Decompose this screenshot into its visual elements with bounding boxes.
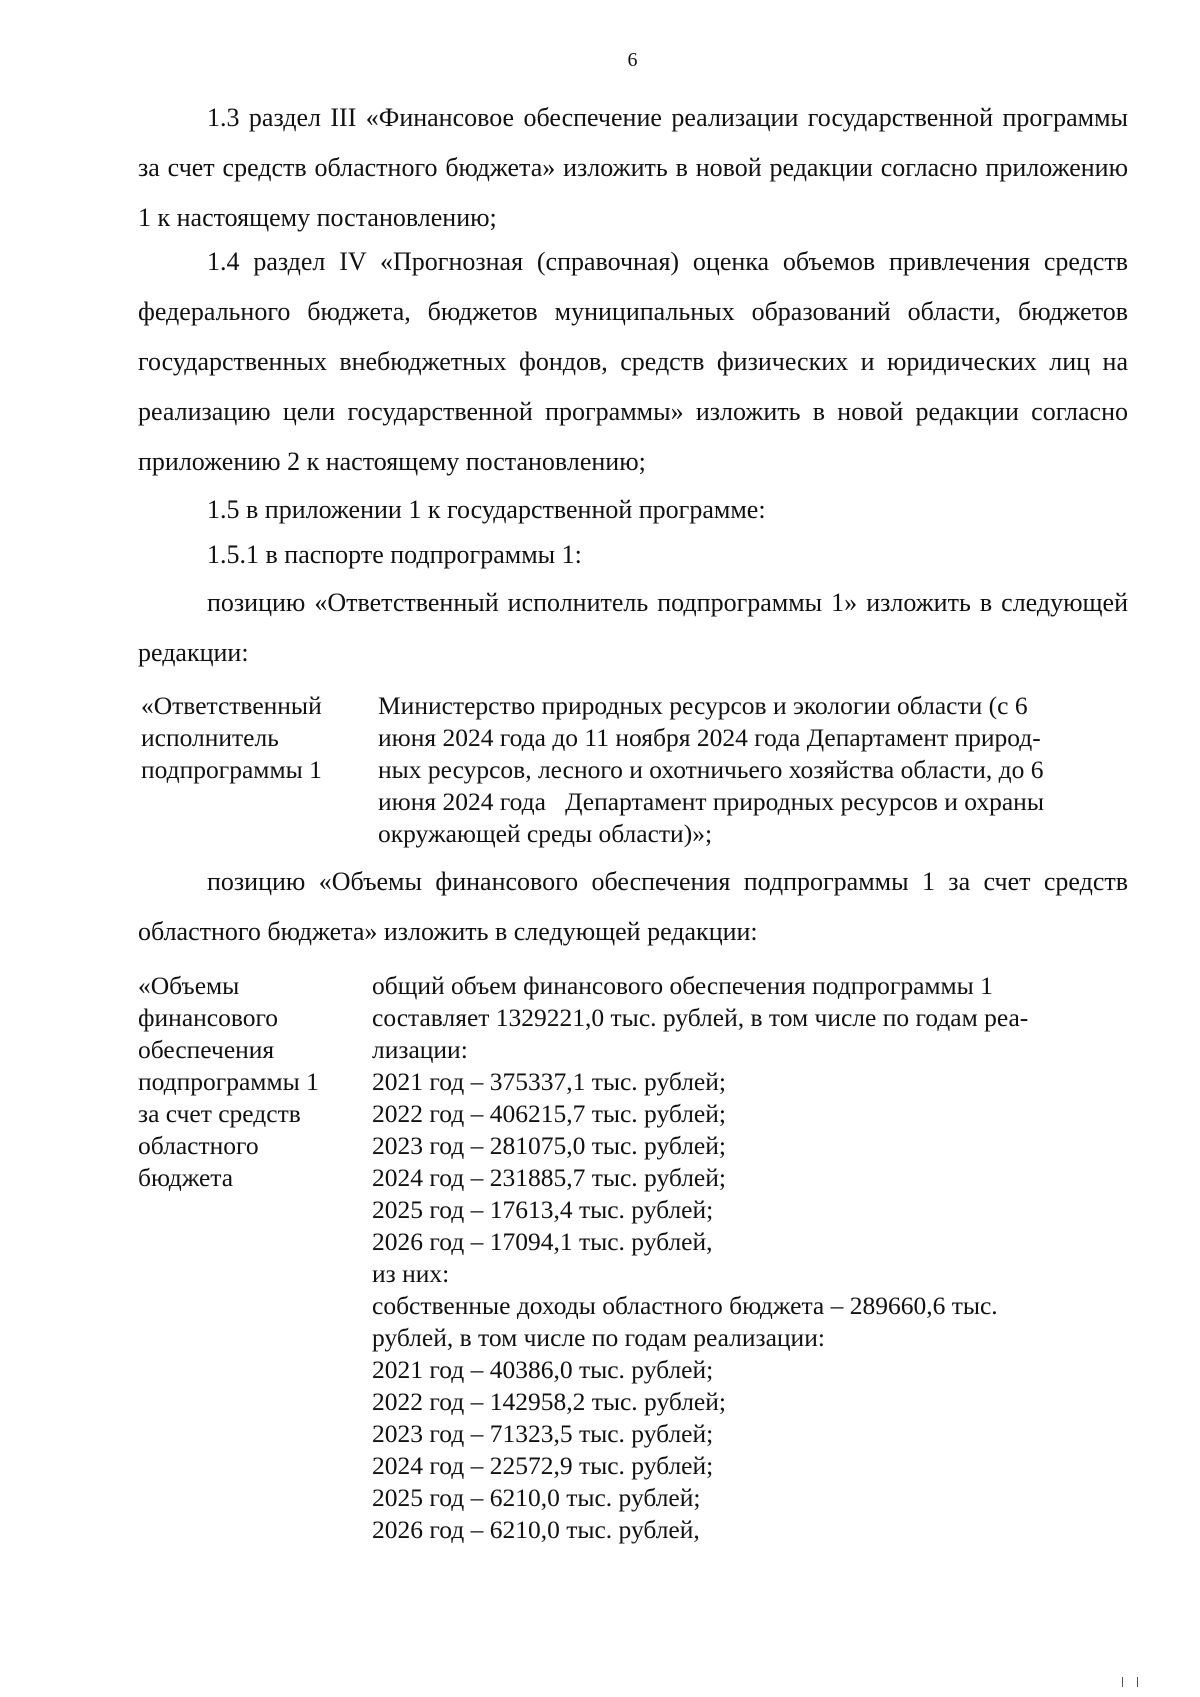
finance-value-line: общий объем финансового обеспечения подпрограммы 1	[372, 971, 993, 1000]
finance-value-line: 2021 год – 375337,1 тыс. рублей;	[372, 1067, 726, 1096]
paragraph-1-5-1-block	[138, 530, 1128, 580]
paragraph-1-3: 1.3 раздел III «Финансовое обеспечение реализации государственной программы за счет средств областного бюджета» изложить в новой редакции согласно приложению 1 к настоящему постановлению;	[138, 103, 1128, 232]
executor-label	[141, 690, 351, 786]
executor-value-line: Министерство природных ресурсов и экологии области (с 6	[378, 691, 1028, 720]
finance-value-line: 2026 год – 6210,0 тыс. рублей,	[372, 1515, 700, 1544]
finance-value-line: 2024 год – 231885,7 тыс. рублей;	[372, 1163, 726, 1192]
position-executor-intro-block	[138, 578, 1128, 678]
finance-label-line: обеспечения	[138, 1035, 275, 1064]
paragraph-1-4-block	[138, 237, 1128, 487]
finance-value-line: 2023 год – 281075,0 тыс. рублей;	[372, 1131, 726, 1160]
paragraph-1-5-block	[138, 485, 1128, 535]
finance-value-line: составляет 1329221,0 тыс. рублей, в том числе по годам реа-	[372, 1003, 1029, 1032]
finance-label-line: финансового	[138, 1003, 279, 1032]
scan-corner-mark	[1122, 1677, 1138, 1687]
finance-label-line: подпрограммы 1	[138, 1067, 319, 1096]
paragraph-1-4: 1.4 раздел IV «Прогнозная (справочная) оценка объемов привлечения средств федерального бюджета, бюджетов муниципальных образований области, бюджетов государственных внебюджетных фондов, средств физических и юридических лиц на реализацию цели государственной программы» изложить в новой редакции согласно приложению 2 к настоящему постановлению;	[138, 247, 1128, 476]
executor-label-line: «Ответственный	[141, 691, 322, 720]
executor-value-line: ных ресурсов, лесного и охотничьего хозяйства области, до 6	[378, 755, 1044, 784]
executor-value-line: июня 2024 года до 11 ноября 2024 года Департамент природ-	[378, 723, 1041, 752]
finance-value-line: 2021 год – 40386,0 тыс. рублей;	[372, 1355, 714, 1384]
page-number: 6	[627, 49, 638, 71]
finance-value	[372, 970, 1132, 1546]
finance-value-line: из них:	[372, 1259, 450, 1288]
finance-value-line: собственные доходы областного бюджета – 289660,6 тыс.	[372, 1291, 998, 1320]
executor-value	[378, 690, 1138, 850]
finance-label-line: за счет средств	[138, 1099, 301, 1128]
finance-value-line: рублей, в том числе по годам реализации:	[372, 1323, 825, 1352]
finance-value-line: 2022 год – 406215,7 тыс. рублей;	[372, 1099, 726, 1128]
paragraph-1-3-block	[138, 93, 1128, 243]
finance-label-line: областного	[138, 1131, 259, 1160]
paragraph-1-5: 1.5 в приложении 1 к государственной программе:	[207, 495, 766, 524]
position-finance-intro: позицию «Объемы финансового обеспечения подпрограммы 1 за счет средств областного бюджета» изложить в следующей редакции:	[138, 867, 1128, 946]
executor-value-line: июня 2024 года Департамент природных ресурсов и охраны	[378, 787, 1044, 816]
finance-label	[138, 970, 348, 1194]
position-finance-intro-block	[138, 857, 1128, 957]
finance-value-line: 2023 год – 71323,5 тыс. рублей;	[372, 1419, 714, 1448]
finance-value-line: 2025 год – 6210,0 тыс. рублей;	[372, 1483, 701, 1512]
finance-value-line: 2025 год – 17613,4 тыс. рублей;	[372, 1195, 714, 1224]
executor-label-line: исполнитель	[141, 723, 279, 752]
finance-value-line: лизации:	[372, 1035, 468, 1064]
executor-value-line: окружающей среды области)»;	[378, 819, 713, 848]
finance-value-line: 2024 год – 22572,9 тыс. рублей;	[372, 1451, 714, 1480]
paragraph-1-5-1: 1.5.1 в паспорте подпрограммы 1:	[207, 540, 582, 569]
finance-value-line: 2026 год – 17094,1 тыс. рублей,	[372, 1227, 713, 1256]
finance-label-line: бюджета	[138, 1163, 234, 1192]
finance-label-line: «Объемы	[138, 971, 240, 1000]
position-executor-intro: позицию «Ответственный исполнитель подпрограммы 1» изложить в следующей редакции:	[138, 588, 1128, 667]
executor-label-line: подпрограммы 1	[141, 755, 322, 784]
finance-value-line: 2022 год – 142958,2 тыс. рублей;	[372, 1387, 726, 1416]
